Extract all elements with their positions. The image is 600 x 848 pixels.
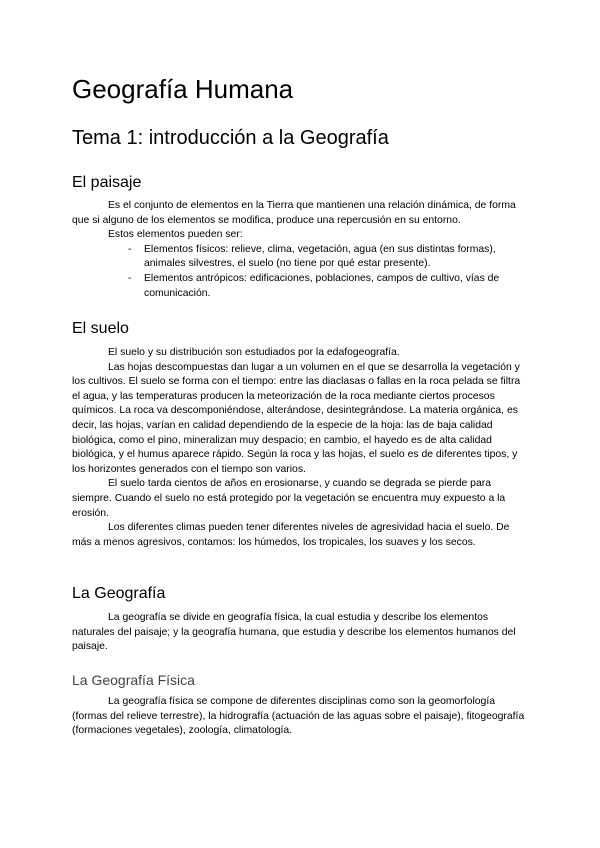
subsection-heading-geografia-fisica: La Geografía Física [72, 672, 195, 688]
document-title: Geografía Humana [72, 74, 294, 104]
paragraph: La geografía física se compone de diferentes disciplinas como son la geomorfología (formas del relieve terrestre), la hidrografía (actuación de las aguas sobre el paisaje), fitogeografía (formaciones vegetales), zoología, climatología. [72, 696, 525, 737]
elements-list [72, 243, 528, 301]
section-body-paisaje [72, 199, 528, 301]
paragraph: El suelo tarda cientos de años en erosionarse, y cuando se degrada se pierde para siempre. Cuando el suelo no está protegido por la vegetación se encuentra muy expuesto a la erosión. [72, 478, 506, 519]
paragraph: La geografía se divide en geografía física, la cual estudia y describe los elementos naturales del paisaje; y la geografía humana, que estudia y describe los elementos humanos del paisaje. [72, 612, 516, 653]
list-item [72, 272, 528, 301]
paragraph: Las hojas descompuestas dan lugar a un volumen en el que se desarrolla la vegetación y los cultivos. El suelo se forma con el tiempo: entre las diaclasas o fallas en la roca pelada se filtra el agua, y las temperaturas producen la meteorización de la roca mediante ciertos procesos químicos. La roca va descomponiéndose, alterándose, desintegrándose. La materia orgánica, es decir, las hojas, varían en calidad dependiendo de la especie de la hoja: las de baja calidad biológica, como el pino, mineralizan muy despacio; en cambio, el hayedo es de alta calidad biológica, y el humus aparece rápido. Según la roca y las hojas, el suelo es de diferentes tipos, y los horizontes generados con el tiempo son varios. [72, 361, 521, 475]
paragraph: Es el conjunto de elementos en la Tierra que mantienen una relación dinámica, de forma que si alguno de los elementos se modifica, produce una repercusión en su entorno. [72, 200, 516, 226]
section-body-suelo [72, 346, 528, 550]
list-item-text: Elementos físicos: relieve, clima, vegetación, agua (en sus distintas formas), animales silvestres, el suelo (no tiene por qué estar presente). [144, 243, 496, 270]
list-item [72, 243, 528, 272]
dash-bullet: - [128, 272, 132, 284]
dash-bullet: - [128, 243, 132, 255]
paragraph: El suelo y su distribución son estudiados por la edafogeografía. [108, 347, 400, 358]
list-item-text: Elementos antrópicos: edificaciones, poblaciones, campos de cultivo, vías de comunicación. [144, 272, 500, 299]
subsection-body-geografia-fisica [72, 695, 528, 739]
section-heading-paisaje: El paisaje [72, 174, 142, 191]
section-heading-suelo: El suelo [72, 320, 129, 337]
paragraph: Los diferentes climas pueden tener diferentes niveles de agresividad hacia el suelo. De más a menos agresivos, contamos: los húmedos, los tropicales, los suaves y los secos. [72, 522, 510, 548]
section-body-geografia [72, 611, 528, 655]
section-heading-geografia: La Geografía [72, 585, 166, 602]
chapter-heading: Tema 1: introducción a la Geografía [72, 127, 389, 149]
paragraph: Estos elementos pueden ser: [108, 229, 243, 241]
